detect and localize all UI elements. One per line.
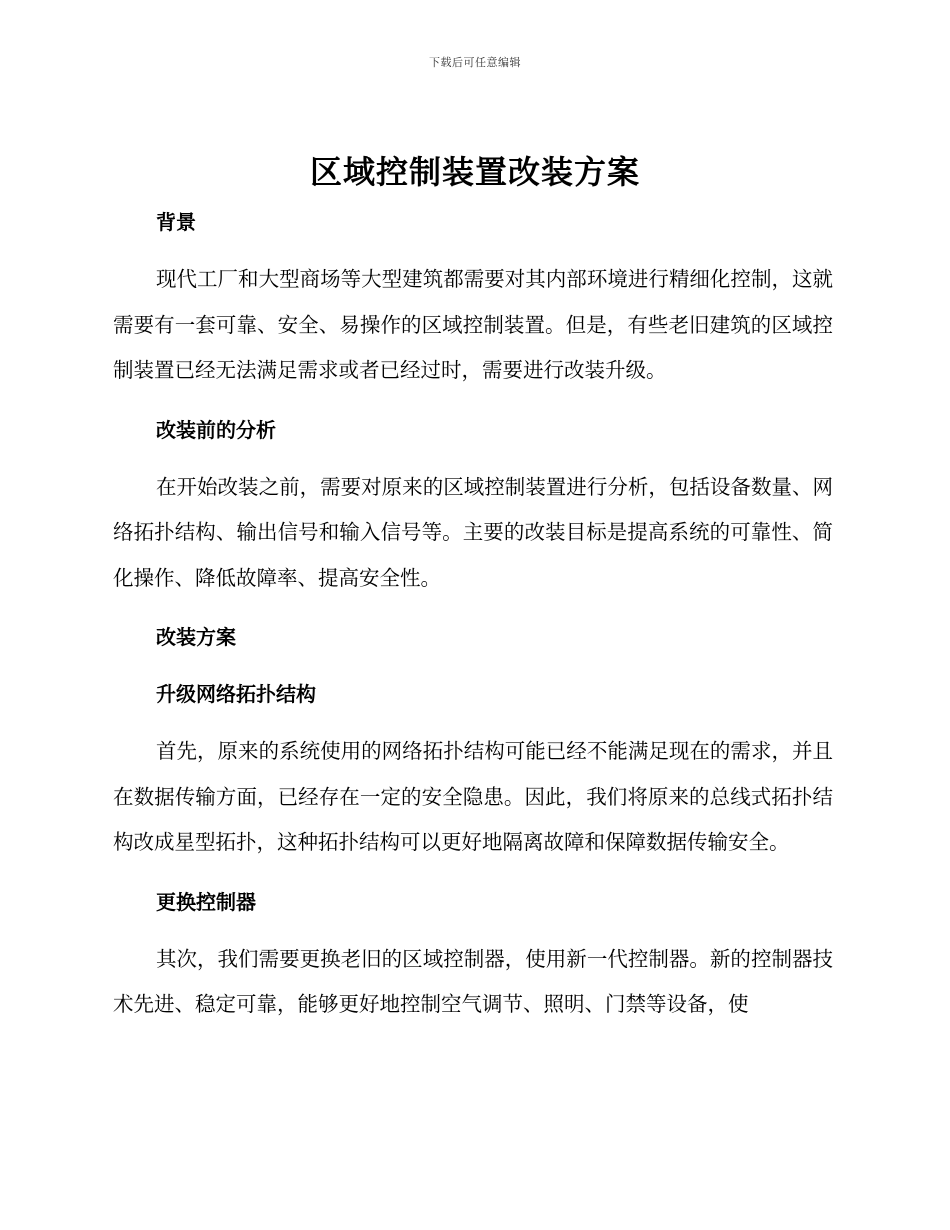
section-heading-plan: 改装方案: [156, 625, 236, 649]
paragraph-analysis: 在开始改装之前，需要对原来的区域控制装置进行分析，包括设备数量、网络拓扑结构、输出信号和输入信号等。主要的改装目标是提高系统的可靠性、简化操作、降低故障率、提高安全性。: [113, 474, 833, 590]
section-heading-analysis: 改装前的分析: [156, 417, 276, 442]
document-body: [113, 200, 833, 1028]
paragraph-background: 现代工厂和大型商场等大型建筑都需要对其内部环境进行精细化控制，这就需要有一套可靠、安全、易操作的区域控制装置。但是，有些老旧建筑的区域控制装置已经无法满足需求或者已经过时，需要进行改装升级。: [113, 267, 833, 382]
section-heading-background: 背景: [156, 210, 196, 234]
page-header-note: 下载后可任意编辑: [429, 56, 521, 69]
section-heading-network-upgrade: 升级网络拓扑结构: [156, 682, 316, 706]
section-heading-controller-replacement: 更换控制器: [156, 889, 256, 914]
document-title: 区域控制装置改装方案: [309, 153, 640, 191]
paragraph-network-upgrade: 首先，原来的系统使用的网络拓扑结构可能已经不能满足现在的需求，并且在数据传输方面，已经存在一定的安全隐患。因此，我们将原来的总线式拓扑结构改成星型拓扑，这种拓扑结构可以更好地隔离故障和保障数据传输安全。: [113, 739, 833, 854]
paragraph-controller-replacement: 其次，我们需要更换老旧的区域控制器，使用新一代控制器。新的控制器技术先进、稳定可靠，能够更好地控制空气调节、照明、门禁等设备，使: [113, 946, 833, 1016]
